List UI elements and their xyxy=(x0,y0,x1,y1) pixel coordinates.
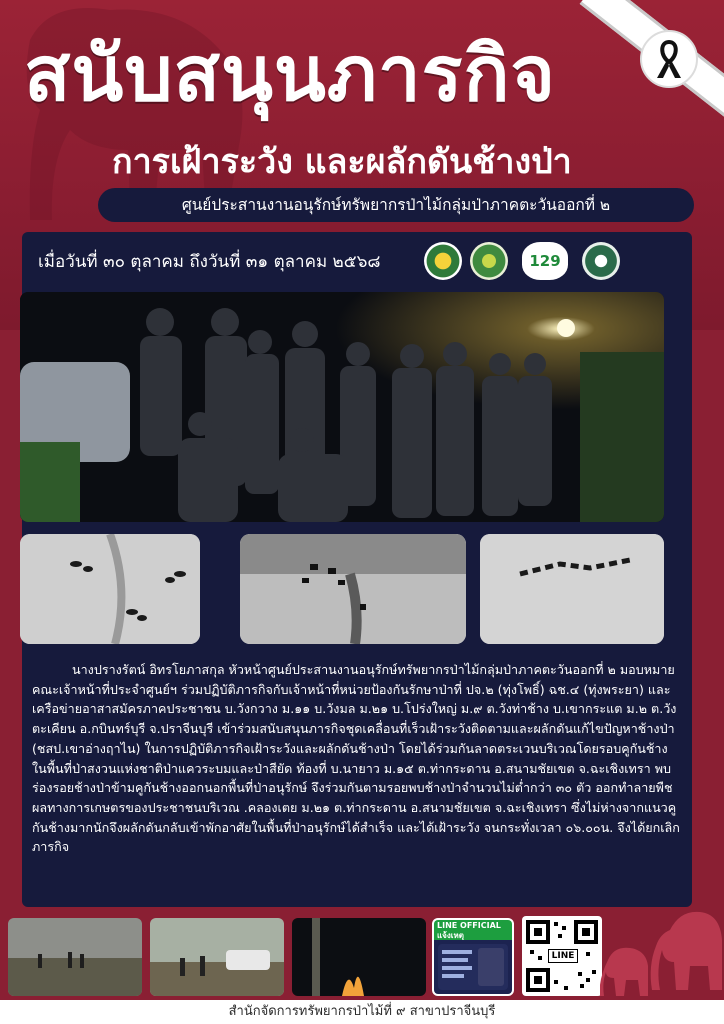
anniversary-logo-text: 129 xyxy=(529,252,561,270)
page-title: สนับสนุนภารกิจ xyxy=(24,29,557,118)
agency-logo-4-icon xyxy=(582,242,620,280)
team-photo xyxy=(20,292,664,522)
thermal-image-2 xyxy=(240,534,466,644)
qr-line-label: LINE xyxy=(548,949,578,963)
agency-logo-1-icon xyxy=(424,242,462,280)
line-official-card[interactable] xyxy=(432,918,514,996)
elephant-icon xyxy=(600,900,724,1000)
field-photo-3 xyxy=(292,918,426,996)
agency-logo-2-icon xyxy=(470,242,508,280)
page-subtitle: การเฝ้าระวัง และผลักดันช้างป่า xyxy=(112,142,572,182)
mourning-ribbon-icon xyxy=(640,30,698,88)
mission-paragraph: นางปรางรัตน์ อิทรโยภาสกุล หัวหน้าศูนย์ประสานงานอนุรักษ์ทรัพยากรป่าไม้กลุ่มป่าภาคตะวันออกที่ ๒ มอบหมายคณะเจ้าหน้าที่ประจำศูนย์ฯ ร่วมปฏิบัติภารกิจกับเจ้าหน้าที่หน่วยป้องกันรักษาป่าที่ ปจ.๒ (ทุ่งโพธิ์) ฉช.๔ (ทุ่งพระยา) และเครือข่ายอาสาสมัครภาคประชาชน บ.วังกวาง ม.๑๑ บ.วังมล ม.๒๑ บ.โปร่งใหญ่ ม.๙ ต.วังท่าช้าง บ.เขากระแต ม.๒ ต.วังตะเคียน อ.กบินทร์บุรี จ.ปราจีนบุรี เข้าร่วมสนับสนุนภารกิจชุดเคลื่อนที่เร็วเฝ้าระวังติดตามและผลักดันแก้ไขปัญหาช้างป่า (ชสป.เขาอ่างฤาไน) ในการปฏิบัติภารกิจเฝ้าระวังและผลักดันช้างป่า โดยได้ร่วมกันลาดตระเวนบริเวณโดยรอบคูกันช้างในพื้นที่ป่าสงวนแห่งชาติป่าแควระบมและป่าสียัด ท้องที่ บ.นายาว ม.๑๕ ต.ท่ากระดาน อ.สนามชัยเขต จ.ฉะเชิงเทรา พบร่องรอยช้างป่าข้ามคูกันช้างออกนอกพื้นที่ป่าอนุรักษ์ จึงร่วมกันตามรอยพบช้างป่าจำนวนไม่ต่ำกว่า ๓๐ ตัว ออกทำลายพืชผลทางการเกษตรของประชาชนบริเวณ .คลองเตย ม.๒๑ ต.ท่ากระดาน อ.สนามชัยเขต จ.ฉะเชิงเทรา ซึ่งไม่ห่างจากแนวคูกันช้างมากนักจึงผลักดันกลับเข้าพักอาศัยในพื้นที่ป่าอนุรักษ์ได้สำเร็จ และได้เฝ้าระวัง จนกระทั่งเวลา ๐๖.๐๐น. จึงได้ยกเลิกภารกิจ xyxy=(32,662,680,855)
thermal-image-1 xyxy=(20,534,200,644)
field-photo-1 xyxy=(8,918,142,996)
mission-description xyxy=(32,660,682,900)
field-photo-2 xyxy=(150,918,284,996)
agency-logos xyxy=(424,240,634,284)
center-name-bar: ศูนย์ประสานงานอนุรักษ์ทรัพยากรป่าไม้กลุ่มป่าภาคตะวันออกที่ ๒ xyxy=(98,188,694,222)
date-range: เมื่อวันที่ ๓๐ ตุลาคม ถึงวันที่ ๓๑ ตุลาคม ๒๕๖๘ xyxy=(38,252,381,272)
line-official-label: LINE OFFICIAL แจ้งเหตุ xyxy=(434,920,512,940)
line-official-preview xyxy=(434,940,512,994)
anniversary-logo-icon xyxy=(522,242,568,280)
thermal-image-3 xyxy=(480,534,664,644)
footer-organization: สำนักจัดการทรัพยากรป่าไม้ที่ ๙ สาขาปราจีนบุรี xyxy=(0,1000,724,1024)
line-qr-code[interactable] xyxy=(522,916,602,996)
